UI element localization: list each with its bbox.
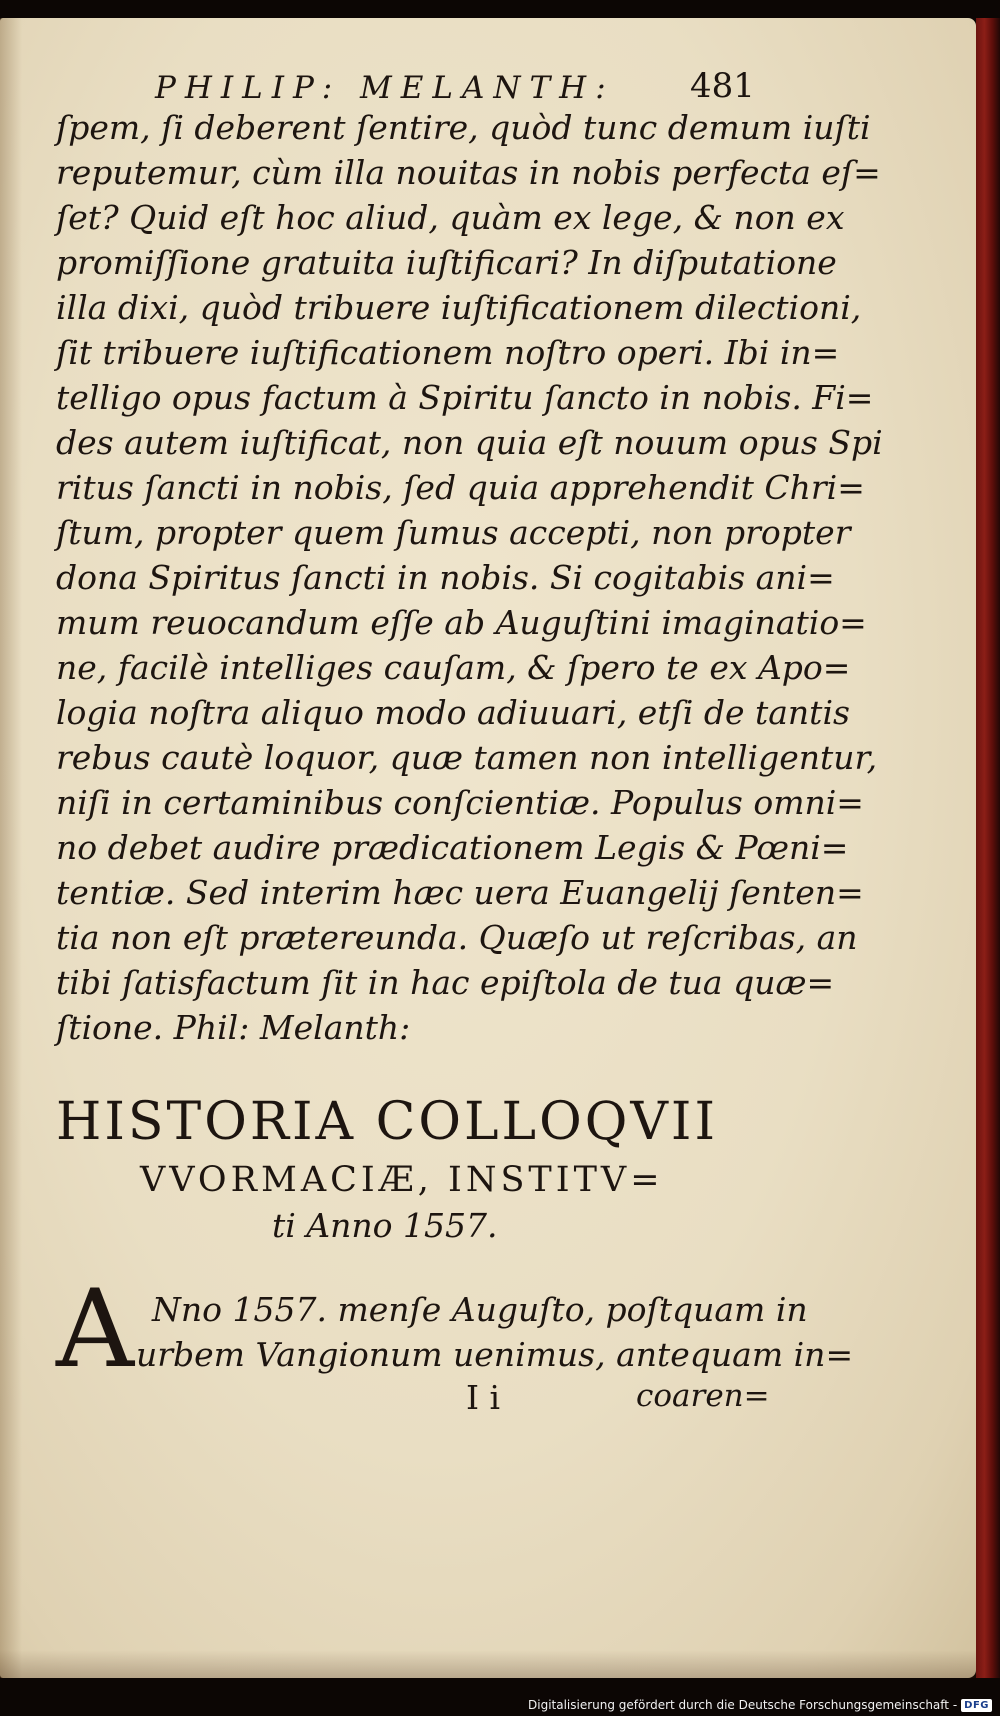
dfg-logo: DFG [961,1699,992,1712]
body-line: tia non eſt prætereunda. Quæſo ut reſcribas, an [56,918,858,957]
running-title: PHILIP: MELANTH: [155,70,615,106]
body-line: tibi ſatisfactum ſit in hac epiſtola de tua quæ= [56,963,835,1002]
page-bottom-shadow [0,1650,976,1678]
paragraph-line: urbem Vangionum uenimus, antequam in= [136,1335,854,1374]
section-date-line: ti Anno 1557. [272,1206,498,1245]
body-line: ne, facilè intelliges cauſam, & ſpero te ex Apo= [56,648,851,687]
book-cover-edge [976,18,1000,1678]
body-line: telligo opus factum à Spiritu ſancto in nobis. Fi= [56,378,874,417]
section-heading: HISTORIA COLLOQVII [56,1092,718,1152]
body-line: ſit tribuere iuſtificationem noſtro operi. Ibi in= [56,333,840,372]
body-line: dona Spiritus ſancti in nobis. Si cogitabis ani= [56,558,835,597]
digitization-credit [528,1698,992,1712]
body-line: tentiæ. Sed interim hæc uera Euangelij ſenten= [56,873,864,912]
body-line: ritus ſancti in nobis, ſed quia apprehendit Chri= [56,468,865,507]
body-line: promiſſione gratuita iuſtificari? In diſputatione [56,243,837,282]
page-number: 481 [690,66,755,106]
credit-text: Digitalisierung gefördert durch die Deutsche Forschungsgemeinschaft - [528,1698,958,1712]
drop-cap: A [56,1267,134,1392]
section-subheading: VVORMACIÆ, INSTITV= [140,1160,664,1200]
paragraph-line: Nno 1557. menſe Auguſto, poſtquam in [152,1290,808,1329]
body-line: ſet? Quid eſt hoc aliud, quàm ex lege, & non ex [56,198,845,237]
body-line: logia noſtra aliquo modo adiuuari, etſi de tantis [56,693,850,732]
body-line: no debet audire prædicationem Legis & Pœni= [56,828,849,867]
body-line: ſtum, propter quem ſumus accepti, non propter [56,513,851,552]
signature-mark: I i [466,1378,501,1417]
body-line: ſtione. Phil: Melanth: [56,1008,411,1047]
body-line: illa dixi, quòd tribuere iuſtificationem dilectioni, [56,288,862,327]
body-line: rebus cautè loquor, quæ tamen non intelligentur, [56,738,878,777]
body-line: ſpem, ſi deberent ſentire, quòd tunc demum iuſti [56,108,871,147]
body-line: reputemur, cùm illa nouitas in nobis perfecta eſ= [56,153,881,192]
catchword: coaren= [636,1378,770,1414]
gutter-shadow [0,18,22,1678]
body-line: niſi in certaminibus conſcientiæ. Populus omni= [56,783,864,822]
body-line: mum reuocandum eſſe ab Auguſtini imaginatio= [56,603,867,642]
body-line: des autem iuſtificat, non quia eſt nouum opus Spi [56,423,883,462]
